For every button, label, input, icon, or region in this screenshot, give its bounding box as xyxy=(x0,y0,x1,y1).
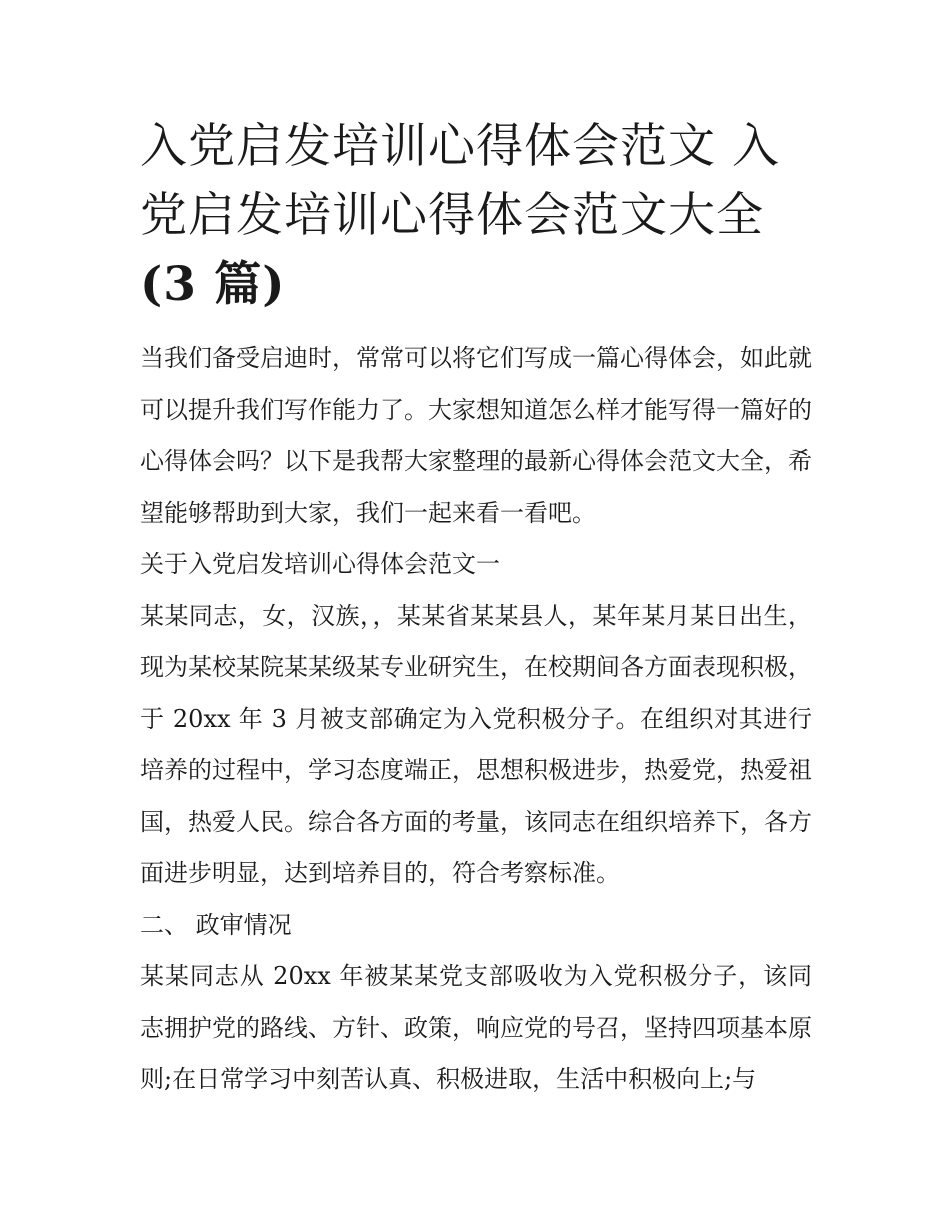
section-paragraph-2: 某某同志从 20xx 年被某某党支部吸收为入党积极分子，该同志拥护党的路线、方针、政策，响应党的号召，坚持四项基本原则;在日常学习中刻苦认真、积极进取，生活中积极向上;与 xyxy=(140,962,812,1093)
document-title xyxy=(140,112,812,319)
intro-paragraph: 当我们备受启迪时，常常可以将它们写成一篇心得体会，如此就可以提升我们写作能力了。大家想知道怎么样才能写得一篇好的心得体会吗？以下是我帮大家整理的最新心得体会范文大全，希望能够帮助到大家，我们一起来看一看吧。 xyxy=(140,344,812,527)
section-heading-2: 二、 政审情况 xyxy=(140,910,292,939)
title-count: (3 篇) xyxy=(140,257,286,312)
section-paragraph-1: 某某同志，女，汉族，，某某省某某县人，某年某月某日出生，现为某校某院某某级某专业研究生，在校期间各方面表现积极，于 20xx 年 3 月被支部确定为入党积极分子。在组织对其进行培养的过程中，学习态度端正，思想积极进步，热爱党，热爱祖国，热爱人民。综合各方面的考量，该同志在组织培养下，各方面进步明显，达到培养目的，符合考察标准。 xyxy=(140,601,812,887)
document-page xyxy=(140,112,812,1106)
title-main: 入党启发培训心得体会范文 入党启发培训心得体会范文大全 xyxy=(140,119,780,243)
section-heading-1: 关于入党启发培训心得体会范文一 xyxy=(140,550,500,578)
